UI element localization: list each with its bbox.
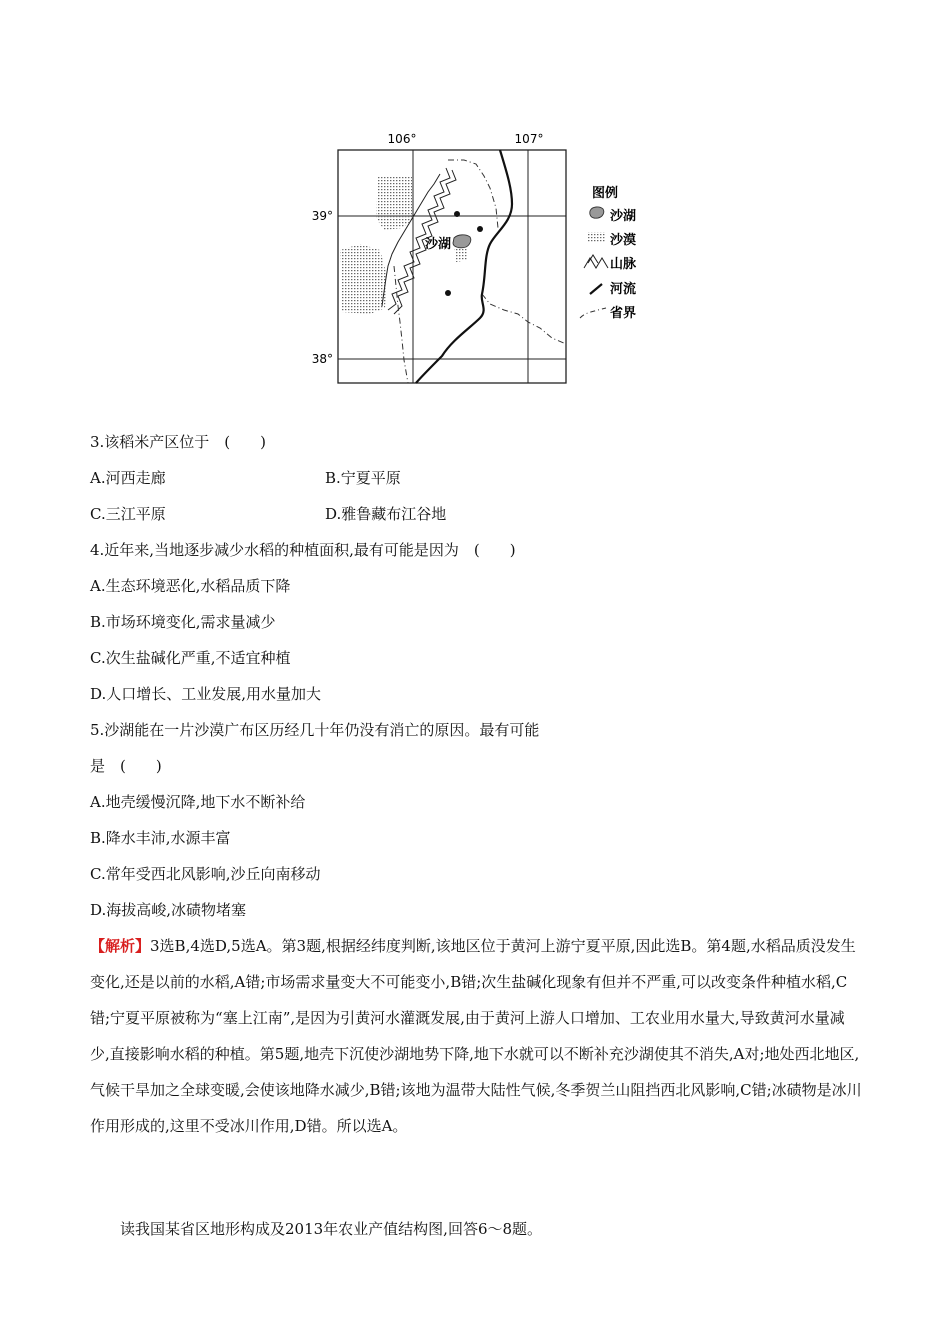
question-5-stem: 5.沙湖能在一片沙漠广布区历经几十年仍没有消亡的原因。最有可能 xyxy=(90,721,540,739)
legend-label-river: 河流 xyxy=(610,282,637,297)
legend-title: 图例 xyxy=(592,186,619,201)
question-4-option-a: A.生态环境恶化,水稻品质下降 xyxy=(90,577,291,595)
question-5-stem-cont: 是 ( ) xyxy=(90,757,162,775)
question-3-option-c: C.三江平原 xyxy=(90,505,166,523)
lake-icon xyxy=(590,207,604,218)
question-5-option-c: C.常年受西北风影响,沙丘向南移动 xyxy=(90,865,321,883)
question-3-option-a: A.河西走廊 xyxy=(90,469,166,487)
desert-area-north xyxy=(376,176,412,230)
lon-label-107: 107° xyxy=(514,132,544,146)
legend-label-lake: 沙湖 xyxy=(610,209,637,224)
sha-lake xyxy=(453,235,471,248)
question-3-stem: 3.该稻米产区位于 ( ) xyxy=(90,433,267,451)
next-section-intro: 读我国某省区地形构成及2013年农业产值结构图,回答6～8题。 xyxy=(120,1220,543,1238)
question-4-option-d: D.人口增长、工业发展,用水量加大 xyxy=(90,685,322,703)
yellow-river xyxy=(416,150,512,383)
desert-icon xyxy=(588,232,606,242)
boundary-icon xyxy=(580,308,606,318)
analysis-paragraph xyxy=(90,928,862,1144)
legend-label-boundary: 省界 xyxy=(610,306,637,321)
question-3-option-b: B.宁夏平原 xyxy=(325,469,401,487)
question-4-option-b: B.市场环境变化,需求量减少 xyxy=(90,613,276,631)
analysis-text: 3选B,4选D,5选A。第3题,根据经纬度判断,该地区位于黄河上游宁夏平原,因此选B。第4题,水稻品质没发生变化,还是以前的水稻,A错;市场需求量变大不可能变小,B错;次生盐碱化现象有但并不严重,可以改变条件种植水稻,C错;宁夏平原被称为“塞上江南”,是因为引黄河水灌溉发展,由于黄河上游人口增加、工农业用水量大,导致黄河水量减少,直接影响水稻的种植。第5题,地壳下沉使沙湖地势下降,地下水就可以不断补充沙湖使其不消失,A对;地处西北地区,气候干旱加之全球变暖,会使该地降水减少,B错;该地为温带大陆性气候,冬季贺兰山阻挡西北风影响,C错;冰碛物是冰川作用形成的,这里不受冰川作用,D错。所以选A。 xyxy=(90,937,862,1135)
legend-label-desert: 沙漠 xyxy=(610,233,637,248)
question-5-option-b: B.降水丰沛,水源丰富 xyxy=(90,829,231,847)
desert-area-west xyxy=(340,244,387,314)
legend-label-mountain: 山脉 xyxy=(610,257,637,272)
provincial-boundary xyxy=(394,160,566,383)
lat-label-39: 39° xyxy=(311,209,333,223)
question-4-stem: 4.近年来,当地逐步减少水稻的种植面积,最有可能是因为 ( ) xyxy=(90,541,516,559)
question-3-option-d: D.雅鲁藏布江谷地 xyxy=(325,505,447,523)
question-4-option-c: C.次生盐碱化严重,不适宜种植 xyxy=(90,649,291,667)
river-icon xyxy=(590,284,602,294)
sha-lake-label: 沙湖 xyxy=(425,237,452,252)
lon-label-106: 106° xyxy=(387,132,417,146)
question-5-option-a: A.地壳缓慢沉降,地下水不断补给 xyxy=(90,793,306,811)
settlement-dot xyxy=(454,211,460,217)
map-figure xyxy=(300,126,650,391)
analysis-tag: 【解析】 xyxy=(90,937,151,955)
settlement-dot xyxy=(445,290,451,296)
desert-area-lake xyxy=(454,246,468,262)
lat-label-38: 38° xyxy=(311,352,333,366)
map-legend xyxy=(580,185,637,321)
question-5-option-d: D.海拔高峻,冰碛物堵塞 xyxy=(90,901,247,919)
settlement-dot xyxy=(477,226,483,232)
